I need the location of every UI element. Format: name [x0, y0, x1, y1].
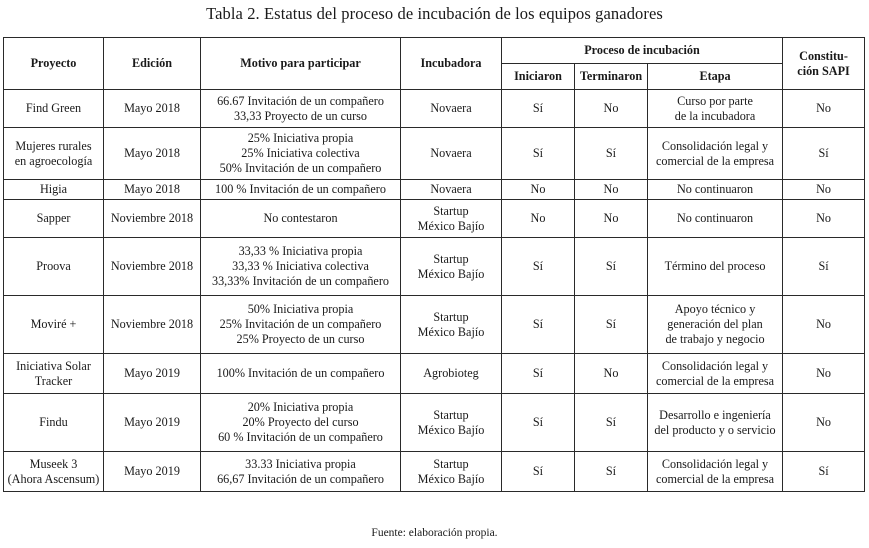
- cell-incubadora: [401, 452, 502, 492]
- incubadora-line: México Bajío: [417, 266, 485, 281]
- incubadora-line: Novaera: [430, 146, 472, 160]
- etapa-line: comercial de la empresa: [655, 373, 775, 388]
- cell-etapa: [648, 200, 783, 238]
- incubadora-line: Startup: [433, 456, 469, 471]
- incubadora-line: Agrobioteg: [423, 366, 479, 380]
- etapa-line: comercial de la empresa: [655, 471, 775, 486]
- cell-incubadora: [401, 394, 502, 452]
- motivo-line: 25% Proyecto de un curso: [236, 332, 365, 346]
- cell-sapi: Sí: [783, 128, 865, 180]
- cell-incubadora: [401, 296, 502, 354]
- cell-edicion: Mayo 2019: [104, 354, 201, 394]
- header-iniciaron: Iniciaron: [502, 64, 575, 90]
- cell-motivo: [201, 180, 401, 200]
- cell-edicion: Mayo 2018: [104, 90, 201, 128]
- motivo-line: 25% Invitación de un compañero: [219, 317, 382, 331]
- motivo-line: 33,33 % Iniciativa propia: [238, 244, 363, 258]
- header-incubadora: Incubadora: [401, 38, 502, 90]
- cell-iniciaron: Sí: [502, 296, 575, 354]
- cell-iniciaron: Sí: [502, 452, 575, 492]
- incubadora-line: México Bajío: [417, 471, 485, 486]
- cell-terminaron: No: [575, 200, 648, 238]
- etapa-line: No continuaron: [676, 211, 754, 225]
- motivo-line: 33,33 % Iniciativa colectiva: [232, 259, 369, 273]
- etapa-line: del producto y o servicio: [654, 422, 776, 437]
- proyecto-line: (Ahora Ascensum): [7, 471, 100, 486]
- motivo-line: 66.67 Invitación de un compañero: [217, 93, 384, 108]
- etapa-line: Término del proceso: [664, 259, 766, 273]
- cell-etapa: [648, 296, 783, 354]
- header-sapi-line: ción SAPI: [797, 63, 850, 78]
- cell-iniciaron: No: [502, 200, 575, 238]
- proyecto-line: Mujeres rurales: [15, 138, 92, 153]
- cell-etapa: [648, 452, 783, 492]
- cell-sapi: No: [783, 90, 865, 128]
- source-note: Fuente: elaboración propia.: [371, 527, 498, 539]
- table-header: [4, 38, 865, 90]
- cell-edicion: Mayo 2019: [104, 394, 201, 452]
- cell-iniciaron: No: [502, 180, 575, 200]
- incubadora-line: Novaera: [430, 101, 472, 115]
- etapa-line: Curso por parte: [677, 93, 753, 108]
- cell-terminaron: Sí: [575, 128, 648, 180]
- table-row: [4, 238, 865, 296]
- cell-incubadora: [401, 128, 502, 180]
- table-row: [4, 354, 865, 394]
- cell-terminaron: Sí: [575, 452, 648, 492]
- cell-motivo: [201, 238, 401, 296]
- motivo-line: 25% Iniciativa colectiva: [241, 146, 360, 160]
- header-edicion: Edición: [104, 38, 201, 90]
- cell-motivo: [201, 128, 401, 180]
- cell-sapi: No: [783, 394, 865, 452]
- incubadora-line: Startup: [433, 251, 469, 266]
- cell-sapi: Sí: [783, 238, 865, 296]
- cell-proyecto: [4, 90, 104, 128]
- cell-proyecto: [4, 128, 104, 180]
- proyecto-line: Tracker: [34, 373, 73, 388]
- table-row: [4, 296, 865, 354]
- cell-etapa: [648, 180, 783, 200]
- etapa-line: Consolidación legal y: [661, 358, 769, 373]
- cell-proyecto: [4, 200, 104, 238]
- header-proyecto: Proyecto: [4, 38, 104, 90]
- cell-iniciaron: Sí: [502, 394, 575, 452]
- cell-terminaron: No: [575, 354, 648, 394]
- cell-iniciaron: Sí: [502, 354, 575, 394]
- motivo-line: 20% Proyecto del curso: [242, 415, 359, 429]
- proyecto-line: Find Green: [25, 101, 82, 115]
- cell-etapa: [648, 128, 783, 180]
- cell-sapi: No: [783, 180, 865, 200]
- table-row: [4, 180, 865, 200]
- cell-sapi: No: [783, 296, 865, 354]
- motivo-line: 20% Iniciativa propia: [247, 400, 354, 414]
- etapa-line: Consolidación legal y: [661, 138, 769, 153]
- cell-iniciaron: Sí: [502, 128, 575, 180]
- table-body: [4, 90, 865, 492]
- table-row: [4, 200, 865, 238]
- proyecto-line: en agroecología: [14, 153, 93, 168]
- cell-proyecto: [4, 394, 104, 452]
- header-proceso-incubacion: Proceso de incubación: [502, 38, 783, 64]
- cell-terminaron: No: [575, 90, 648, 128]
- cell-edicion: Noviembre 2018: [104, 296, 201, 354]
- cell-edicion: Noviembre 2018: [104, 238, 201, 296]
- cell-edicion: Mayo 2018: [104, 180, 201, 200]
- incubadora-line: Novaera: [430, 182, 472, 196]
- etapa-line: comercial de la empresa: [655, 153, 775, 168]
- cell-etapa: [648, 90, 783, 128]
- cell-etapa: [648, 394, 783, 452]
- motivo-line: 33,33 Proyecto de un curso: [233, 108, 368, 123]
- etapa-line: No continuaron: [676, 182, 754, 196]
- etapa-line: de trabajo y negocio: [665, 332, 765, 346]
- cell-iniciaron: Sí: [502, 238, 575, 296]
- cell-edicion: Mayo 2019: [104, 452, 201, 492]
- etapa-line: Apoyo técnico y: [674, 302, 756, 316]
- cell-motivo: [201, 90, 401, 128]
- incubadora-line: Startup: [433, 407, 469, 422]
- etapa-line: Consolidación legal y: [661, 456, 769, 471]
- incubadora-line: Startup: [433, 203, 469, 218]
- etapa-line: de la incubadora: [674, 108, 756, 123]
- header-terminaron: Terminaron: [575, 64, 648, 90]
- cell-terminaron: Sí: [575, 238, 648, 296]
- proyecto-line: Moviré +: [30, 317, 77, 331]
- cell-motivo: [201, 354, 401, 394]
- table-caption: Tabla 2. Estatus del proceso de incubación de los equipos ganadores: [206, 4, 663, 23]
- cell-proyecto: [4, 354, 104, 394]
- cell-sapi: No: [783, 200, 865, 238]
- proyecto-line: Museek 3: [29, 456, 78, 471]
- incubadora-line: México Bajío: [417, 422, 485, 437]
- incubadora-line: México Bajío: [417, 218, 485, 233]
- cell-motivo: [201, 394, 401, 452]
- motivo-line: No contestaron: [263, 211, 338, 225]
- table-row: [4, 128, 865, 180]
- header-constitucion-sapi: [783, 38, 865, 90]
- cell-proyecto: [4, 238, 104, 296]
- motivo-line: 33.33 Iniciativa propia: [245, 456, 356, 471]
- proyecto-line: Sapper: [36, 211, 71, 225]
- motivo-line: 25% Iniciativa propia: [247, 131, 354, 145]
- motivo-line: 50% Iniciativa propia: [247, 302, 354, 316]
- cell-edicion: Mayo 2018: [104, 128, 201, 180]
- cell-incubadora: [401, 200, 502, 238]
- cell-terminaron: No: [575, 180, 648, 200]
- etapa-line: generación del plan: [667, 317, 763, 331]
- cell-motivo: [201, 452, 401, 492]
- table-row: [4, 394, 865, 452]
- header-sapi-line: Constitu-: [799, 48, 848, 63]
- incubadora-line: México Bajío: [417, 324, 485, 339]
- cell-incubadora: [401, 180, 502, 200]
- cell-iniciaron: Sí: [502, 90, 575, 128]
- cell-terminaron: Sí: [575, 296, 648, 354]
- cell-motivo: [201, 296, 401, 354]
- cell-incubadora: [401, 238, 502, 296]
- motivo-line: 100 % Invitación de un compañero: [215, 182, 386, 196]
- proyecto-line: Proova: [36, 259, 71, 273]
- motivo-line: 60 % Invitación de un compañero: [218, 430, 383, 444]
- motivo-line: 50% Invitación de un compañero: [219, 161, 382, 175]
- motivo-line: 33,33% Invitación de un compañero: [211, 274, 389, 288]
- incubation-status-table: [3, 37, 865, 492]
- cell-sapi: No: [783, 354, 865, 394]
- cell-terminaron: Sí: [575, 394, 648, 452]
- cell-incubadora: [401, 90, 502, 128]
- cell-proyecto: [4, 296, 104, 354]
- cell-incubadora: [401, 354, 502, 394]
- cell-edicion: Noviembre 2018: [104, 200, 201, 238]
- motivo-line: 66,67 Invitación de un compañero: [217, 471, 384, 486]
- header-motivo: Motivo para participar: [201, 38, 401, 90]
- motivo-line: 100% Invitación de un compañero: [216, 366, 385, 380]
- proyecto-line: Higia: [39, 182, 68, 196]
- cell-sapi: Sí: [783, 452, 865, 492]
- cell-etapa: [648, 354, 783, 394]
- cell-proyecto: [4, 180, 104, 200]
- cell-proyecto: [4, 452, 104, 492]
- header-etapa: Etapa: [648, 64, 783, 90]
- proyecto-line: Iniciativa Solar: [16, 358, 91, 373]
- proyecto-line: Findu: [39, 415, 68, 429]
- table-row: [4, 452, 865, 492]
- table-row: [4, 90, 865, 128]
- incubadora-line: Startup: [433, 309, 469, 324]
- cell-etapa: [648, 238, 783, 296]
- cell-motivo: [201, 200, 401, 238]
- etapa-line: Desarrollo e ingeniería: [659, 407, 771, 422]
